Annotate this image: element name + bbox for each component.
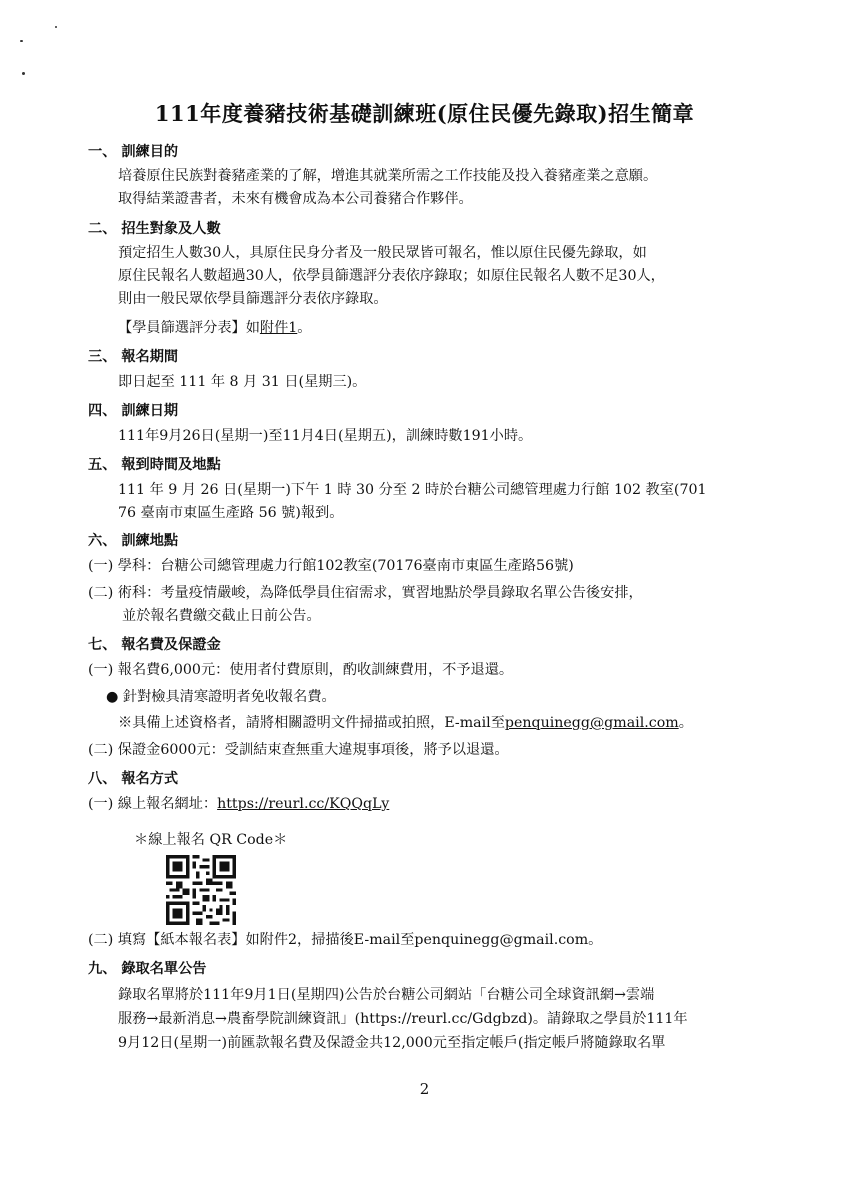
section-3-text: 即日起至 111 年 8 月 31 日(星期三)。 xyxy=(118,374,367,390)
period: 。 xyxy=(678,715,693,731)
document-title: 111年度養豬技術基礎訓練班(原住民優先錄取)招生簡章 xyxy=(154,101,695,126)
attachment-1-link[interactable]: 附件1 xyxy=(259,320,298,336)
section-7-item-1: (一) 報名費6,000元：使用者付費原則，酌收訓練費用，不予退還。 xyxy=(88,662,514,678)
section-6-item-2-cont: 並於報名費繳交截止日前公告。 xyxy=(122,608,321,624)
section-2-heading: 二、 招生對象及人數 xyxy=(88,221,221,237)
section-1-text-2: 取得結業證書者，未來有機會成為本公司養豬合作夥伴。 xyxy=(118,191,473,207)
section-6-item-1: (一) 學科：台糖公司總管理處力行館102教室(70176臺南市東區生產路56號) xyxy=(88,558,574,574)
scan-speck xyxy=(20,40,23,42)
section-7-item-2: (二) 保證金6000元：受訓結束查無重大違規事項後，將予以退還。 xyxy=(88,742,509,758)
score-table-text: 【學員篩選評分表】如 xyxy=(118,320,260,336)
section-6-heading: 六、 訓練地點 xyxy=(88,533,179,549)
scan-speck xyxy=(55,26,57,28)
section-6-item-2: (二) 術科：考量疫情嚴峻，為降低學員住宿需求，實習地點於學員錄取名單公告後安排， xyxy=(88,585,643,601)
note-text: ※具備上述資格者，請將相關證明文件掃描或拍照，E-mail至 xyxy=(118,715,505,731)
section-5-text-1: 111 年 9 月 26 日(星期一)下午 1 時 30 分至 2 時於台糖公司總管理處力行館 102 教室(701 xyxy=(118,482,707,498)
section-9-text-3: 9月12日(星期一)前匯款報名費及保證金共12,000元至指定帳戶(指定帳戶將隨錄取名單 xyxy=(118,1035,666,1051)
section-9-text-1: 錄取名單將於111年9月1日(星期四)公告於台糖公司網站「台糖公司全球資訊網→雲端 xyxy=(118,987,655,1003)
signup-url-link[interactable]: https://reurl.cc/KQQqLy xyxy=(217,796,390,812)
page-number: 2 xyxy=(419,1080,430,1098)
section-9-text-2: 服務→最新消息→農畜學院訓練資訊」(https://reurl.cc/Gdgbzd)。請錄取之學員於111年 xyxy=(118,1011,688,1027)
section-1-text-1: 培養原住民族對養豬產業的了解，增進其就業所需之工作技能及投入養豬產業之意願。 xyxy=(118,168,658,184)
section-3-heading: 三、 報名期間 xyxy=(88,349,179,365)
qr-code-caption: ＊線上報名 QR Code＊ xyxy=(134,832,288,848)
qr-code-image[interactable] xyxy=(166,855,236,925)
period: 。 xyxy=(297,320,312,336)
section-7-bullet: ● 針對檢具清寒證明者免收報名費。 xyxy=(106,689,336,705)
section-8-item-1 xyxy=(88,794,389,814)
email-link[interactable]: penquinegg@gmail.com xyxy=(504,715,679,731)
section-7-note xyxy=(118,713,693,733)
section-4-text: 111年9月26日(星期一)至11月4日(星期五)，訓練時數191小時。 xyxy=(118,428,533,444)
scan-speck xyxy=(22,72,25,75)
section-4-heading: 四、 訓練日期 xyxy=(88,403,179,419)
section-5-text-2: 76 臺南市東區生產路 56 號)報到。 xyxy=(118,505,344,521)
section-2-text-1: 預定招生人數30人，具原住民身分者及一般民眾皆可報名，惟以原住民優先錄取，如 xyxy=(118,245,647,261)
section-5-heading: 五、 報到時間及地點 xyxy=(88,457,221,473)
online-signup-label: (一) 線上報名網址： xyxy=(88,796,218,812)
section-8-item-2: (二) 填寫【紙本報名表】如附件2，掃描後E-mail至penquinegg@gmail.com。 xyxy=(88,932,603,948)
section-1-heading: 一、 訓練目的 xyxy=(88,144,179,160)
section-8-heading: 八、 報名方式 xyxy=(88,771,179,787)
section-2-text-3: 則由一般民眾依學員篩選評分表依序錄取。 xyxy=(118,291,388,307)
section-2-text-2: 原住民報名人數超過30人，依學員篩選評分表依序錄取；如原住民報名人數不足30人， xyxy=(118,268,665,284)
section-2-text-4 xyxy=(118,318,312,338)
section-7-heading: 七、 報名費及保證金 xyxy=(88,637,221,653)
section-9-heading: 九、 錄取名單公告 xyxy=(88,961,207,977)
